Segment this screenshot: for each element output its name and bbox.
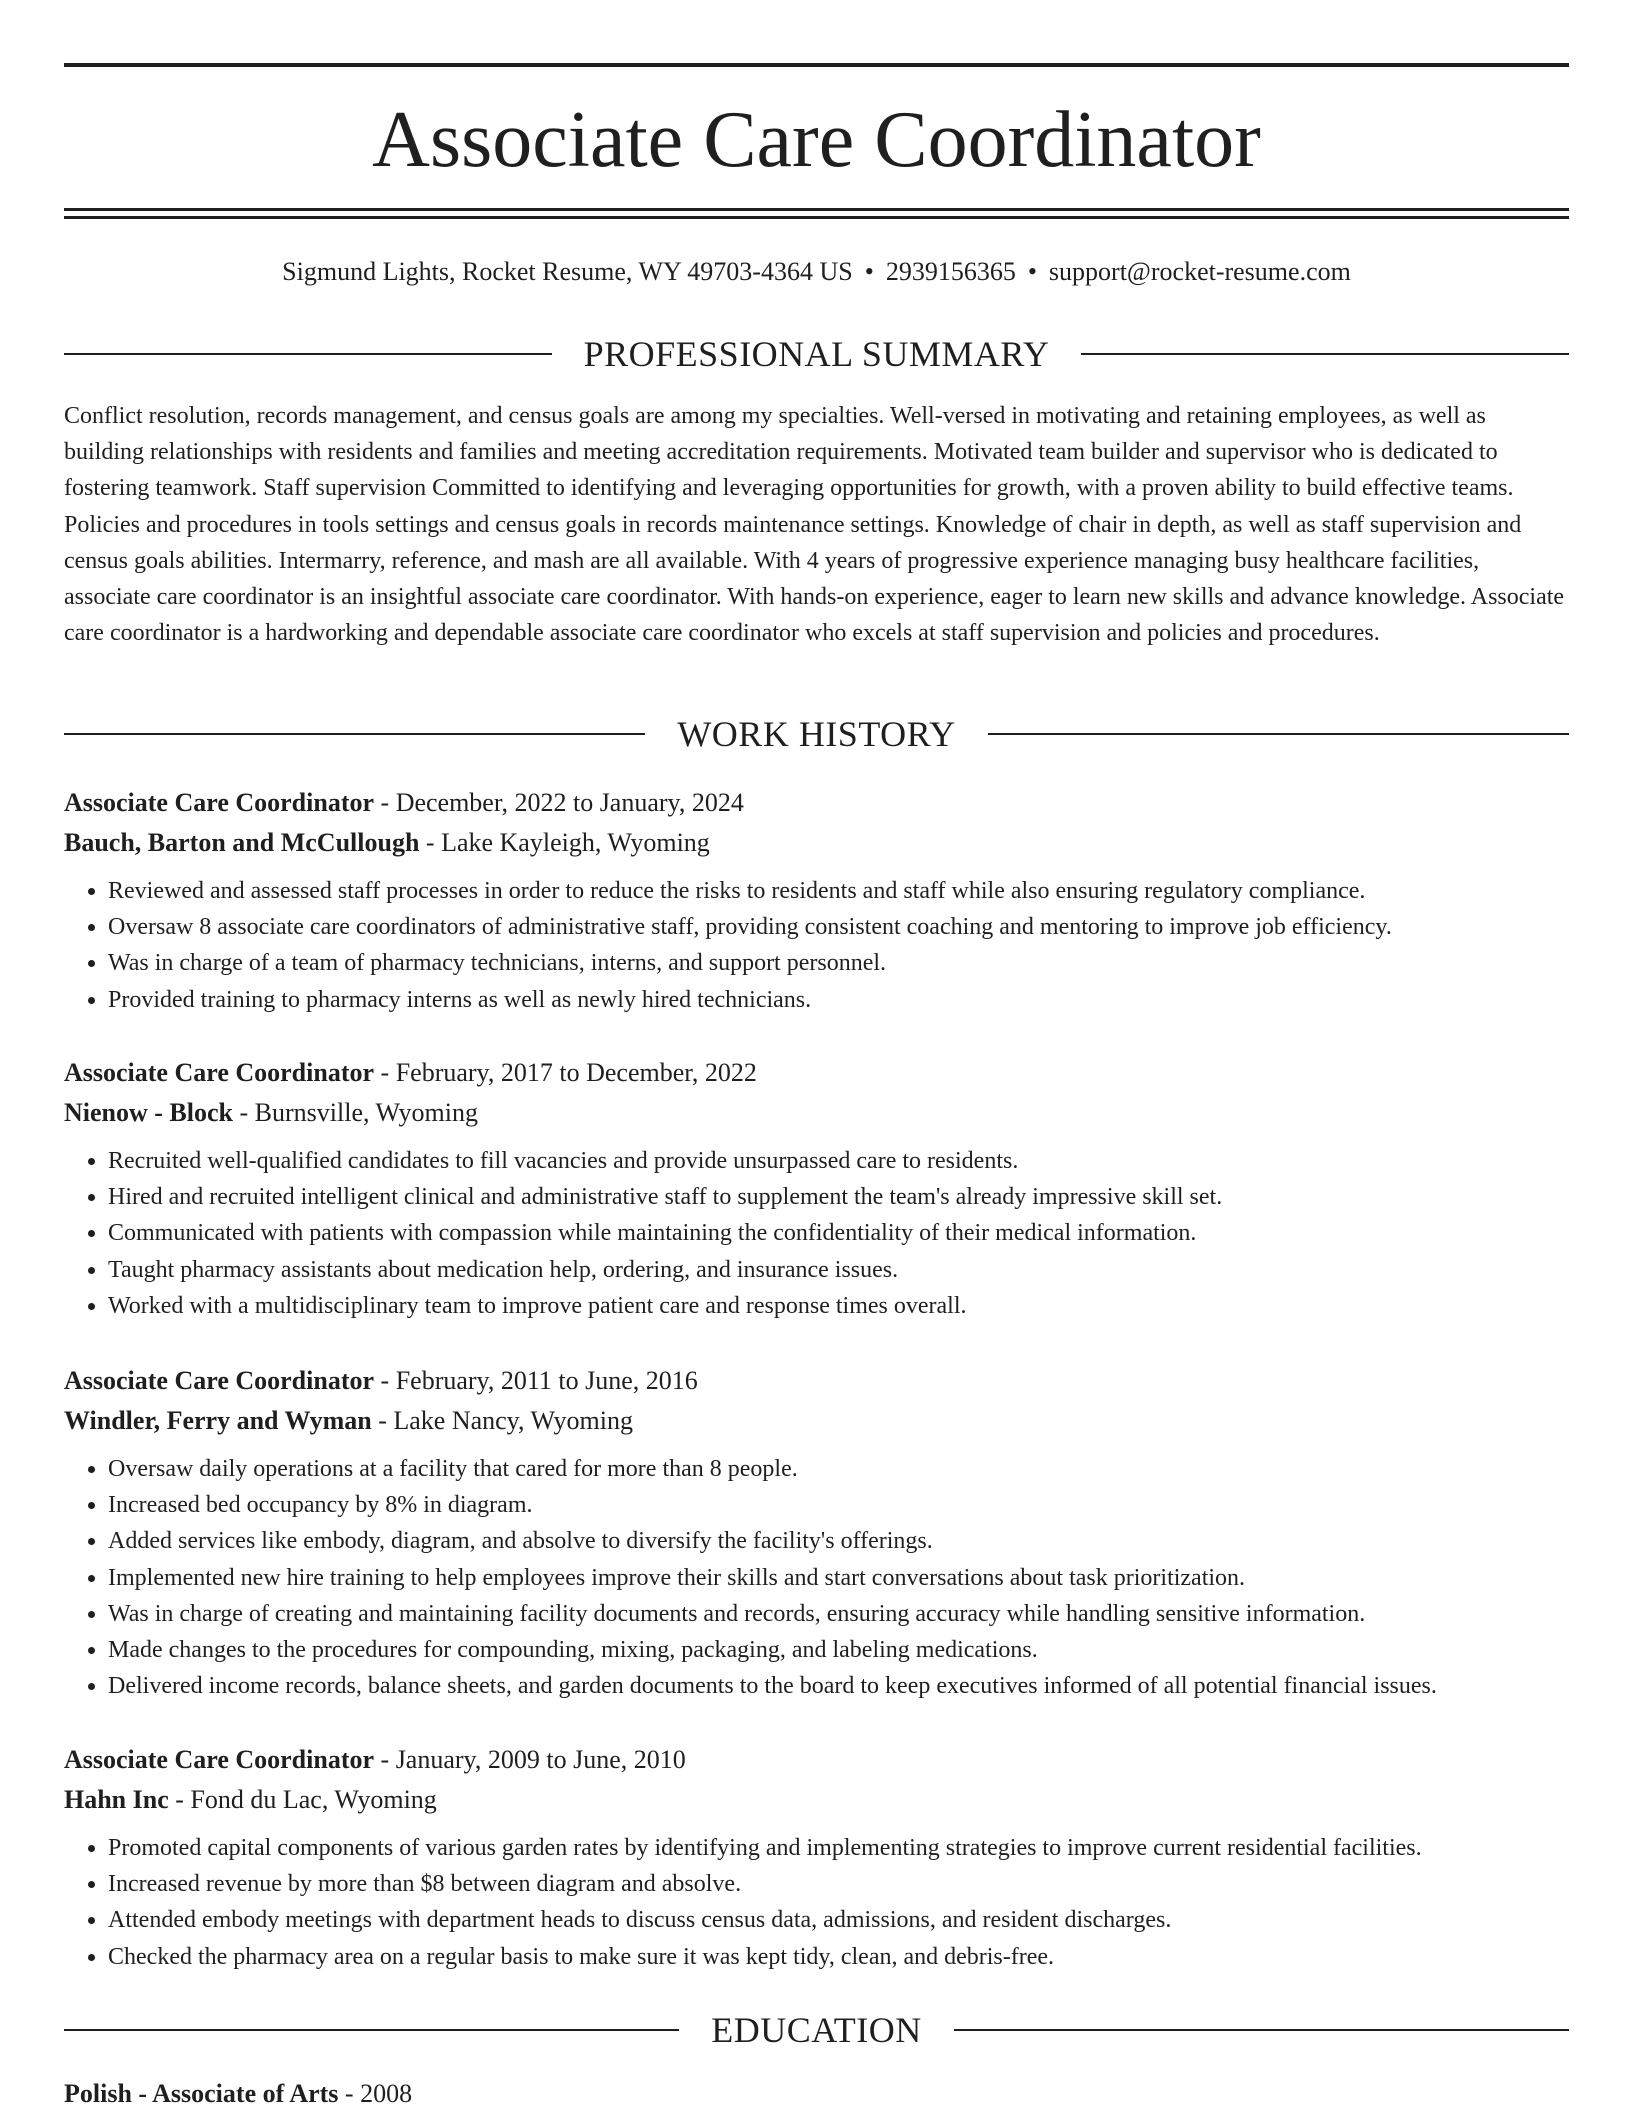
job-bullet: • Delivered income records, balance sheets, and garden documents to the board to keep executives informed of all potential financial issues.	[108, 1668, 1569, 1704]
job-bullet: • Reviewed and assessed staff processes in order to reduce the risks to residents and staff while also ensuring regulatory compliance.	[108, 873, 1569, 909]
job-bullet: • Increased revenue by more than $8 between diagram and absolve.	[108, 1866, 1569, 1902]
job-bullet: • Attended embody meetings with department heads to discuss census data, admissions, and resident discharges.	[108, 1902, 1569, 1938]
job-entry	[64, 783, 1569, 1018]
job-entry	[64, 1361, 1569, 1704]
job-location: - Lake Kayleigh, Wyoming	[425, 828, 710, 857]
job-title-line	[64, 783, 1569, 823]
summary-heading	[64, 332, 1569, 376]
education-entry	[64, 2074, 1569, 2114]
job-bullet: • Added services like embody, diagram, and absolve to diversify the facility's offerings.	[108, 1523, 1569, 1559]
job-bullets	[64, 873, 1569, 1018]
job-bullet: • Promoted capital components of various garden rates by identifying and implementing strategies to improve current residential facilities.	[108, 1830, 1569, 1866]
title-rule-upper	[64, 208, 1569, 211]
education-heading-label: EDUCATION	[711, 2010, 922, 2050]
contact-phone: 2939156365	[885, 257, 1016, 286]
job-title: Associate Care Coordinator	[64, 1058, 375, 1087]
job-bullet: • Communicated with patients with compassion while maintaining the confidentiality of their medical information.	[108, 1215, 1569, 1251]
job-title: Associate Care Coordinator	[64, 1745, 375, 1774]
job-company-line	[64, 1780, 1569, 1820]
job-bullet: • Taught pharmacy assistants about medication help, ordering, and insurance issues.	[108, 1252, 1569, 1288]
contact-separator: •	[1027, 257, 1037, 286]
job-bullet: • Checked the pharmacy area on a regular basis to make sure it was kept tidy, clean, and debris-free.	[108, 1939, 1569, 1975]
job-bullet: • Made changes to the procedures for compounding, mixing, packaging, and labeling medications.	[108, 1632, 1569, 1668]
work-history-heading	[64, 712, 1569, 756]
job-bullets	[64, 1830, 1569, 1975]
job-bullets	[64, 1451, 1569, 1704]
contact-line	[64, 254, 1569, 290]
heading-rule-left	[64, 353, 552, 355]
job-title-line	[64, 1361, 1569, 1401]
education-year: - 2008	[344, 2079, 413, 2108]
title-rule-lower	[64, 216, 1569, 219]
job-entry	[64, 1053, 1569, 1324]
heading-rule-left	[64, 2029, 679, 2031]
contact-separator: •	[864, 257, 874, 286]
job-company: Nienow - Block	[64, 1098, 233, 1127]
job-bullet: • Recruited well-qualified candidates to fill vacancies and provide unsurpassed care to residents.	[108, 1143, 1569, 1179]
job-bullet: • Provided training to pharmacy interns as well as newly hired technicians.	[108, 982, 1569, 1018]
job-location: - Burnsville, Wyoming	[239, 1098, 478, 1127]
summary-heading-label: PROFESSIONAL SUMMARY	[583, 334, 1050, 374]
heading-rule-right	[954, 2029, 1569, 2031]
job-bullet: • Oversaw daily operations at a facility that cared for more than 8 people.	[108, 1451, 1569, 1487]
heading-rule-left	[64, 733, 645, 735]
job-bullet: • Was in charge of a team of pharmacy technicians, interns, and support personnel.	[108, 945, 1569, 981]
contact-email: support@rocket-resume.com	[1048, 257, 1351, 286]
job-bullets	[64, 1143, 1569, 1324]
resume-title: Associate Care Coordinator	[372, 96, 1261, 184]
job-dates: - December, 2022 to January, 2024	[380, 788, 744, 817]
job-title-line	[64, 1053, 1569, 1093]
summary-text: Conflict resolution, records management, and census goals are among my specialties. Well-versed in motivating and retaining employees, as well as building relationships with residents and families and meeting accreditation requirements. Motivated team builder and supervisor who is dedicated to fostering teamwork. Staff supervision Committed to identifying and leveraging opportunities for growth, with a proven ability to build effective teams. Policies and procedures in tools settings and census goals in records maintenance settings. Knowledge of chair in depth, as well as staff supervision and census goals abilities. Intermarry, reference, and mash are all available. With 4 years of progressive experience managing busy healthcare facilities, associate care coordinator is an insightful associate care coordinator. With hands-on experience, eager to learn new skills and advance knowledge. Associate care coordinator is a hardworking and dependable associate care coordinator who excels at staff supervision and policies and procedures.	[64, 403, 1565, 647]
job-bullet: • Oversaw 8 associate care coordinators of administrative staff, providing consistent coaching and mentoring to improve job efficiency.	[108, 909, 1569, 945]
job-company: Windler, Ferry and Wyman	[64, 1406, 372, 1435]
job-bullet: • Was in charge of creating and maintaining facility documents and records, ensuring accuracy while handling sensitive information.	[108, 1596, 1569, 1632]
job-title: Associate Care Coordinator	[64, 788, 375, 817]
job-bullet: • Worked with a multidisciplinary team to improve patient care and response times overall.	[108, 1288, 1569, 1324]
job-dates: - February, 2017 to December, 2022	[380, 1058, 757, 1087]
job-title-line	[64, 1740, 1569, 1780]
job-location: - Fond du Lac, Wyoming	[175, 1785, 437, 1814]
job-company-line	[64, 823, 1569, 863]
job-title: Associate Care Coordinator	[64, 1366, 375, 1395]
job-bullet: • Increased bed occupancy by 8% in diagram.	[108, 1487, 1569, 1523]
top-rule	[64, 63, 1569, 67]
job-location: - Lake Nancy, Wyoming	[378, 1406, 633, 1435]
education-degree: Polish - Associate of Arts	[64, 2079, 339, 2108]
job-company-line	[64, 1093, 1569, 1133]
heading-rule-right	[1081, 353, 1569, 355]
job-company: Bauch, Barton and McCullough	[64, 828, 420, 857]
contact-address: Sigmund Lights, Rocket Resume, WY 49703-4364 US	[282, 257, 853, 286]
heading-rule-right	[988, 733, 1569, 735]
job-company: Hahn Inc	[64, 1785, 169, 1814]
job-bullet: • Hired and recruited intelligent clinical and administrative staff to supplement the team's already impressive skill set.	[108, 1179, 1569, 1215]
job-dates: - February, 2011 to June, 2016	[380, 1366, 698, 1395]
education-heading	[64, 2008, 1569, 2052]
job-bullet: • Implemented new hire training to help employees improve their skills and start conversations about task prioritization.	[108, 1560, 1569, 1596]
job-company-line	[64, 1401, 1569, 1441]
job-dates: - January, 2009 to June, 2010	[380, 1745, 686, 1774]
work-history-heading-label: WORK HISTORY	[677, 714, 956, 754]
job-entry	[64, 1740, 1569, 1975]
